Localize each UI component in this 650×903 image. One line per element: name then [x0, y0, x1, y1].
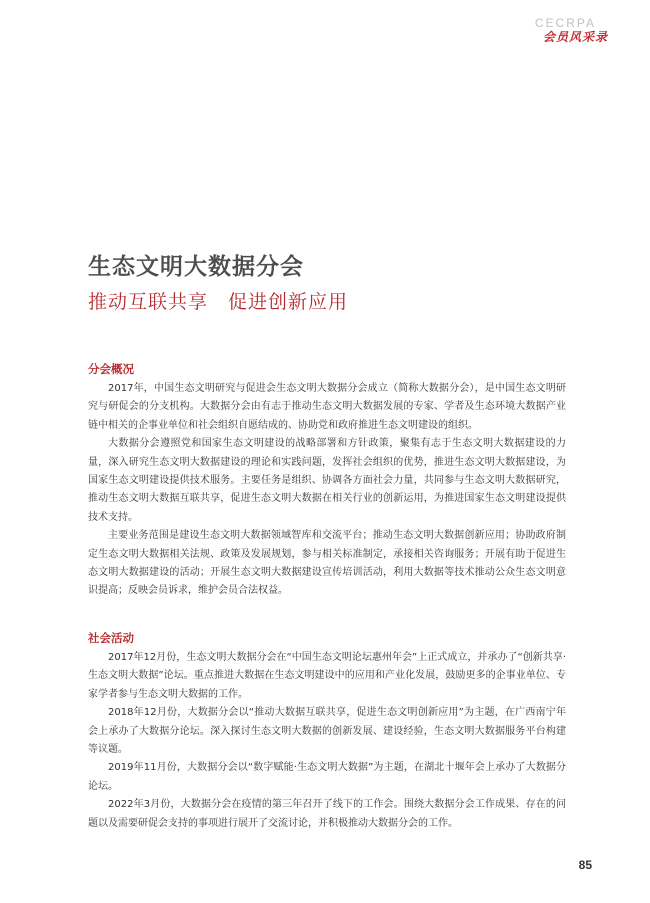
- paragraph: 2017年12月份，生态文明大数据分会在“中国生态文明论坛惠州年会”上正式成立，并承办了“创新共享·生态文明大数据”论坛。重点推进大数据在生态文明建设中的应用和产业化发展，鼓励更多的企事业单位、专家学者参与生态文明大数据的工作。: [88, 652, 566, 700]
- paragraph: 2018年12月份，大数据分会以“推动大数据互联共享，促进生态文明创新应用”为主题，在广西南宁年会上承办了大数据分论坛。深入探讨生态文明大数据的创新发展、建设经验，生态文明大数据服务平台构建等议题。: [88, 707, 566, 756]
- header-brand: [535, 16, 608, 45]
- article-title: 生态文明大数据分会: [88, 254, 304, 280]
- brand-logo-english: CECRPA: [534, 16, 596, 30]
- paragraph: 2019年11月份，大数据分会以“数字赋能·生态文明大数据”为主题，在湖北十堰年会上承办了大数据分论坛。: [88, 762, 566, 792]
- brand-column-name: 会员风采录: [542, 30, 608, 44]
- section-overview: [88, 360, 566, 601]
- section-activities: [88, 629, 566, 833]
- article-subtitle: 推动互联共享 促进创新应用: [88, 291, 349, 313]
- section-heading: 社会活动: [88, 631, 134, 645]
- paragraph: 主要业务范围是建设生态文明大数据领域智库和交流平台；推动生态文明大数据创新应用；协助政府制定生态文明大数据相关法规、政策及发展规划，参与相关标准制定，承接相关咨询服务；开展有助于促进生态文明大数据建设的活动；开展生态文明大数据建设宣传培训活动，利用大数据等技术推动公众生态文明意识提高；反映会员诉求，维护会员合法权益。: [88, 530, 566, 597]
- paragraph: 2017年，中国生态文明研究与促进会生态文明大数据分会成立（简称大数据分会），是中国生态文明研究与研促会的分支机构。大数据分会由有志于推动生态文明大数据发展的专家、学者及生态环境大数据产业链中相关的企事业单位和社会组织自愿结成的、协助党和政府推进生态文明建设的组织。: [88, 383, 566, 431]
- paragraph: 2022年3月份，大数据分会在疫情的第三年召开了线下的工作会。围绕大数据分会工作成果、存在的问题以及需要研促会支持的事项进行展开了交流讨论，并积极推动大数据分会的工作。: [88, 799, 566, 829]
- section-heading: 分会概况: [88, 362, 134, 376]
- page-number: 85: [578, 858, 592, 872]
- paragraph: 大数据分会遵照党和国家生态文明建设的战略部署和方针政策，聚集有志于生态文明大数据建设的力量，深入研究生态文明大数据建设的理论和实践问题，发挥社会组织的优势，推进生态文明大数据建设，为国家生态文明建设提供技术服务。主要任务是组织、协调各方面社会力量，共同参与生态文明大数据研究，推动生态文明大数据互联共享，促进生态文明大数据在相关行业的创新运用，为推进国家生态文明建设提供技术支持。: [88, 438, 566, 523]
